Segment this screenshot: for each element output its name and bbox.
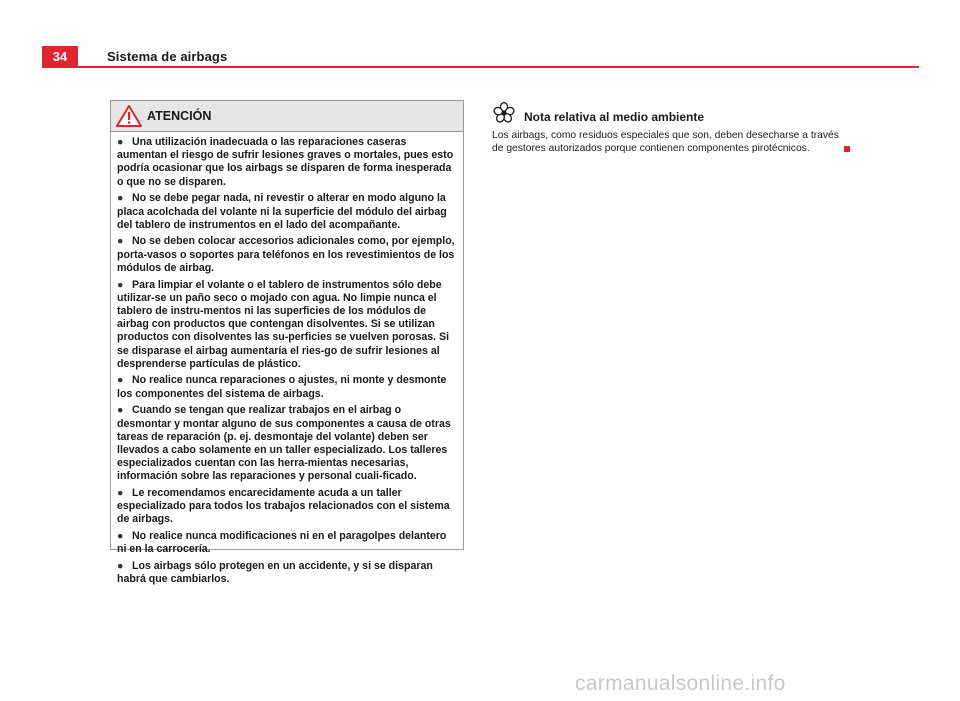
- warning-item: [117, 530, 457, 556]
- page-number: 34: [42, 46, 78, 67]
- bullet-icon: ●: [117, 235, 124, 248]
- warning-box: [110, 100, 464, 586]
- environment-flower-icon: [492, 102, 516, 124]
- warning-item: [117, 560, 457, 586]
- warning-item-text: Una utilización inadecuada o las reparaciones caseras aumentan el riesgo de sufrir lesiones graves o mortales, pues esto podría ocasionar que los airbags se disparen de forma inesperada o que no se disparen.: [117, 136, 454, 188]
- bullet-icon: ●: [117, 192, 124, 205]
- bullet-icon: ●: [117, 136, 124, 148]
- bullet-icon: ●: [117, 278, 124, 291]
- warning-item-text: No se deben colocar accesorios adicionales como, por ejemplo, porta-vasos o soportes para teléfonos en los revestimientos de los módulos de airbag.: [117, 235, 455, 274]
- note-header: [492, 102, 862, 124]
- warning-item: [117, 279, 457, 371]
- bullet-icon: ●: [117, 560, 124, 573]
- warning-item: [117, 192, 457, 232]
- warning-header: [111, 101, 463, 132]
- environment-note: [492, 102, 862, 155]
- warning-item-text: No realice nunca reparaciones o ajustes, ni monte y desmonte los componentes del sistema de airbags.: [117, 374, 447, 400]
- warning-triangle-icon: [115, 104, 143, 128]
- header-rule: [42, 66, 919, 68]
- warning-item: [117, 235, 457, 275]
- note-title: Nota relativa al medio ambiente: [524, 110, 705, 124]
- warning-item-text: Le recomendamos encarecidamente acuda a un taller especializado para todos los trabajos relacionados con el sistema de airbags.: [117, 487, 450, 526]
- section-title: Sistema de airbags: [107, 49, 228, 64]
- warning-item-text: Los airbags sólo protegen en un accidente, y si se disparan habrá que cambiarlos.: [117, 560, 433, 586]
- warning-item: [117, 487, 457, 527]
- warning-item-text: No se debe pegar nada, ni revestir o alterar en modo alguno la placa acolchada del volante ni la superficie del módulo del airbag del tablero de instrumentos en el lado del acompañante.: [117, 192, 447, 231]
- section-end-mark: [844, 146, 850, 152]
- watermark: carmanualsonline.info: [575, 672, 786, 695]
- warning-item-text: Cuando se tengan que realizar trabajos en el airbag o desmontar y montar alguno de sus componentes a causa de otras tareas de reparación (p. ej. desmontaje del volante) deben ser llevados a cabo solamente en un taller especializado. Los talleres especializados cuentan con las herra-mientas necesarias, información sobre las reparaciones y personal cuali-ficado.: [117, 404, 451, 483]
- warning-item: [117, 136, 457, 189]
- warning-item-text: No realice nunca modificaciones ni en el paragolpes delantero ni en la carrocería.: [117, 530, 447, 556]
- note-body: Los airbags, como residuos especiales que son, deben desecharse a través de gestores autorizados porque contienen componentes pirotécnicos.: [492, 130, 839, 154]
- bullet-icon: ●: [117, 487, 124, 500]
- warning-item: [117, 374, 457, 400]
- warning-item-text: Para limpiar el volante o el tablero de instrumentos sólo debe utilizar-se un paño seco o mojado con agua. No limpie nunca el tablero de instru-mentos ni las superficies de los módulos de airbag con productos que contengan disolventes. Si se utilizan productos con disolventes las su-perficies se vuelven porosas. Si se disparase el airbag aumentaría el ries-go de sufrir lesiones al desprenderse partículas de plástico.: [117, 278, 450, 370]
- warning-item: [117, 404, 457, 483]
- bullet-icon: ●: [117, 374, 124, 387]
- warning-title: ATENCIÓN: [147, 109, 212, 123]
- note-text: [492, 129, 862, 155]
- bullet-icon: ●: [117, 404, 124, 417]
- warning-list: [111, 132, 463, 587]
- bullet-icon: ●: [117, 530, 124, 543]
